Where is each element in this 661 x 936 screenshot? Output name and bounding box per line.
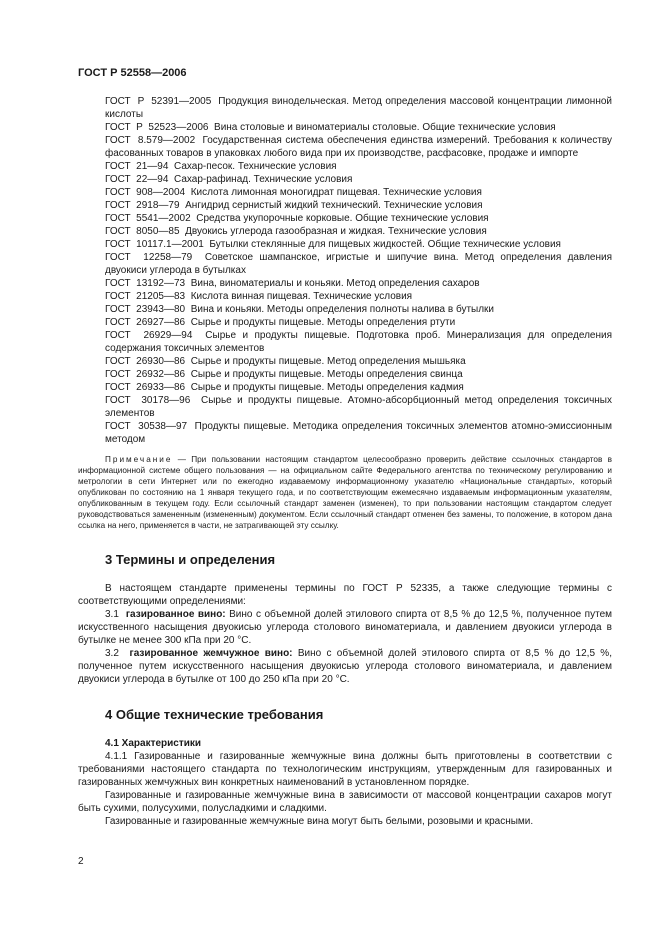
body-paragraph: Газированные и газированные жемчужные вина в зависимости от массовой концентрации сахаров могут быть сухими, полусухими, полусладкими и сладкими. [78,790,612,814]
body-paragraph: 4.1.1 Газированные и газированные жемчужные вина должны быть приготовлены в соответствии с требованиями настоящего стандарта по технологическим инструкциям, утвержденным для газированных и газированных жемчужных вин конкретных наименований в установленном порядке. [78,751,612,788]
reference-item: ГОСТ 23943—80 Вина и коньяки. Методы определения полноты налива в бутылки [105,304,495,315]
reference-item: ГОСТ 8050—85 Двуокись углерода газообразная и жидкая. Технические условия [105,226,487,237]
section-3-intro: В настоящем стандарте применены термины по ГОСТ Р 52335, а также следующие термины с соответствующими определениями: [78,583,612,607]
reference-item: ГОСТ 908—2004 Кислота лимонная моногидрат пищевая. Технические условия [105,187,482,198]
term-definition: 3.2 газированное жемчужное вино: Вино с объемной долей этилового спирта от 8,5 % до 12,5 %, полученное путем искусственного насыщения двуокисью углерода столового виноматериала, и давлением двуокиси углерода в бутылке от 100 до 250 кПа при 20 °С. [78,648,612,685]
reference-item: ГОСТ 26933—86 Сырье и продукты пищевые. Методы определения кадмия [105,382,464,393]
reference-item: ГОСТ Р 52523—2006 Вина столовые и виноматериалы столовые. Общие технические условия [105,122,556,133]
reference-item: ГОСТ 10117.1—2001 Бутылки стеклянные для пищевых жидкостей. Общие технические условия [105,239,561,250]
reference-item: ГОСТ Р 52391—2005 Продукция винодельческая. Метод определения массовой концентрации лимонной кислоты [105,96,612,120]
section-3-heading: 3 Термины и определения [105,552,276,567]
note-text: — При пользовании настоящим стандартом целесообразно проверить действие ссылочных стандартов в информационной системе общего пользования — на официальном сайте Федерального агентства по техническому регулированию и метрологии в сети Интернет или по ежегодно издаваемому информационному указателю «Национальные стандарты», который опубликован по состоянию на 1 января текущего года, и по соответствующим ежемесячно издаваемым информационным указателям, опубликованным в текущем году. Если ссылочный стандарт заменен (изменен), то при пользовании настоящим стандартом следует руководствоваться замененным (измененным) документом. Если ссылочный стандарт отменен без замены, то положение, в котором дана ссылка на него, применяется в части, не затрагивающей эту ссылку. [78,455,612,530]
reference-item: ГОСТ 13192—73 Вина, виноматериалы и коньяки. Метод определения сахаров [105,278,480,289]
note-paragraph [78,454,612,531]
reference-item: ГОСТ 12258—79 Советское шампанское, игристые и шипучие вина. Метод определения давления двуокиси углерода в бутылках [105,252,612,276]
reference-item: ГОСТ 21—94 Сахар-песок. Технические условия [105,161,337,172]
term-definition: 3.1 газированное вино: Вино с объемной долей этилового спирта от 8,5 % до 12,5 %, полученное путем искусственного насыщения двуокисью углерода столового виноматериала, и давлением двуокиси углерода в бутылке не менее 300 кПа при 20 °С. [78,609,612,646]
reference-item: ГОСТ 21205—83 Кислота винная пищевая. Технические условия [105,291,413,302]
normative-references-list [78,95,612,446]
reference-item: ГОСТ 5541—2002 Средства укупорочные корковые. Общие технические условия [105,213,489,224]
term-name: газированное жемчужное вино: [129,648,293,659]
reference-item: ГОСТ 8.579—2002 Государственная система обеспечения единства измерений. Требования к количеству фасованных товаров в упаковках любого вида при их производстве, расфасовке, продаже и импорте [105,135,612,159]
section-4-heading: 4 Общие технические требования [105,707,324,722]
page-header-standard-number: ГОСТ Р 52558—2006 [78,67,187,79]
subsection-4-1-heading: 4.1 Характеристики [105,738,202,749]
page-number: 2 [78,856,84,867]
body-paragraph: Газированные и газированные жемчужные вина могут быть белыми, розовыми и красными. [105,816,534,827]
reference-item: ГОСТ 2918—79 Ангидрид сернистый жидкий технический. Технические условия [105,200,483,211]
note-label: Примечание [105,455,173,464]
reference-item: ГОСТ 22—94 Сахар-рафинад. Технические условия [105,174,353,185]
reference-item: ГОСТ 30178—96 Сырье и продукты пищевые. Атомно-абсорбционный метод определения токсичных элементов [105,395,612,419]
reference-item: ГОСТ 26932—86 Сырье и продукты пищевые. Методы определения свинца [105,369,463,380]
reference-item: ГОСТ 26927—86 Сырье и продукты пищевые. Методы определения ртути [105,317,456,328]
document-body [78,95,612,828]
reference-item: ГОСТ 30538—97 Продукты пищевые. Методика определения токсичных элементов атомно-эмиссионным методом [105,421,612,445]
reference-item: ГОСТ 26929—94 Сырье и продукты пищевые. Подготовка проб. Минерализация для определения содержания токсичных элементов [105,330,612,354]
term-name: газированное вино: [125,609,226,620]
reference-item: ГОСТ 26930—86 Сырье и продукты пищевые. Метод определения мышьяка [105,356,466,367]
